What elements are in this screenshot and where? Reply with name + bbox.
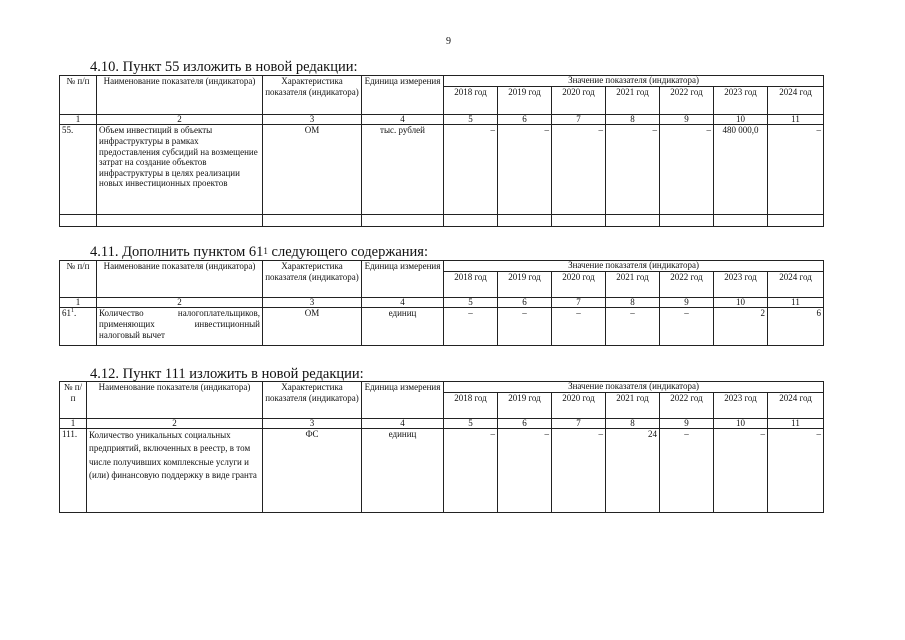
- col-number: 8: [606, 298, 660, 308]
- header-year: 2018 год: [444, 87, 498, 115]
- header-year: 2024 год: [768, 272, 824, 298]
- col-number: 3: [263, 419, 362, 429]
- header-characteristic: Характеристика показателя (индикатора): [263, 382, 362, 419]
- col-number: 11: [768, 419, 824, 429]
- col-number: 2: [97, 298, 263, 308]
- col-number: 4: [362, 298, 444, 308]
- header-values: Значение показателя (индикатора): [444, 382, 824, 393]
- col-number: 5: [444, 115, 498, 125]
- value-2019: –: [498, 125, 552, 215]
- header-year: 2021 год: [606, 87, 660, 115]
- row-name: Количество уникальных социальных предприятий, включенных в реестр, в том числе получивших комплексные услуги и (или) финансовую поддержку в виде гранта: [87, 429, 263, 513]
- col-number: 10: [714, 298, 768, 308]
- header-name: Наименование показателя (индикатора): [97, 261, 263, 298]
- col-number: 2: [87, 419, 263, 429]
- value-2021: 24: [606, 429, 660, 513]
- value-2018: –: [444, 429, 498, 513]
- col-number: 5: [444, 298, 498, 308]
- header-year: 2022 год: [660, 87, 714, 115]
- indicator-table-4-11: [59, 260, 824, 346]
- value-2023: 480 000,0: [714, 125, 768, 215]
- row-unit: единиц: [362, 308, 444, 346]
- header-values: Значение показателя (индикатора): [444, 261, 824, 272]
- row-characteristic: ОМ: [263, 308, 362, 346]
- page-number: 9: [446, 36, 451, 47]
- row-num: 55.: [60, 125, 97, 215]
- value-2020: –: [552, 308, 606, 346]
- col-number: 8: [606, 115, 660, 125]
- header-unit: Единица измерения: [362, 261, 444, 298]
- header-year: 2019 год: [498, 272, 552, 298]
- value-2023: –: [714, 429, 768, 513]
- header-year: 2018 год: [444, 272, 498, 298]
- section-title-4-11: [90, 245, 428, 260]
- header-year: 2023 год: [714, 272, 768, 298]
- header-year: 2024 год: [768, 87, 824, 115]
- value-2018: –: [444, 308, 498, 346]
- table-row: [60, 125, 824, 215]
- header-year: 2023 год: [714, 87, 768, 115]
- col-number: 6: [498, 419, 552, 429]
- col-number: 10: [714, 115, 768, 125]
- col-number: 1: [60, 419, 87, 429]
- value-2019: –: [498, 308, 552, 346]
- header-num: № п/п: [60, 76, 97, 115]
- col-number: 3: [263, 298, 362, 308]
- header-characteristic: Характеристика показателя (индикатора): [263, 76, 362, 115]
- value-2024: –: [768, 125, 824, 215]
- row-num: [60, 308, 97, 346]
- col-number: 1: [60, 115, 97, 125]
- row-characteristic: ОМ: [263, 125, 362, 215]
- row-num: 111.: [60, 429, 87, 513]
- header-year: 2019 год: [498, 393, 552, 419]
- header-year: 2022 год: [660, 393, 714, 419]
- header-num: № п/п: [60, 261, 97, 298]
- indicator-table-4-10: [59, 75, 824, 227]
- col-number: 3: [263, 115, 362, 125]
- header-year: 2020 год: [552, 272, 606, 298]
- col-number: 11: [768, 115, 824, 125]
- row-unit: тыс. рублей: [362, 125, 444, 215]
- value-2020: –: [552, 125, 606, 215]
- value-2018: –: [444, 125, 498, 215]
- header-year: 2020 год: [552, 393, 606, 419]
- col-number: 10: [714, 419, 768, 429]
- col-number: 7: [552, 298, 606, 308]
- row-name: Количество налогоплательщиков, применяющих инвестиционный налоговый вычет: [97, 308, 263, 346]
- row-unit: единиц: [362, 429, 444, 513]
- col-number: 4: [362, 419, 444, 429]
- col-number: 6: [498, 298, 552, 308]
- header-characteristic: Характеристика показателя (индикатора): [263, 261, 362, 298]
- col-number: 2: [97, 115, 263, 125]
- section-title-4-10: 4.10. Пункт 55 изложить в новой редакции:: [90, 59, 358, 75]
- row-num-superscript: 1: [71, 308, 74, 315]
- header-unit: Единица измерения: [362, 382, 444, 419]
- indicator-table-4-12: [59, 381, 824, 513]
- value-2024: –: [768, 429, 824, 513]
- col-number: 7: [552, 115, 606, 125]
- section-title-4-12: 4.12. Пункт 111 изложить в новой редакции:: [90, 366, 364, 382]
- value-2022: –: [660, 308, 714, 346]
- row-num-text: 61: [62, 308, 71, 319]
- row-num-text: .: [74, 308, 77, 319]
- header-name: Наименование показателя (индикатора): [97, 76, 263, 115]
- value-2023: 2: [714, 308, 768, 346]
- col-number: 7: [552, 419, 606, 429]
- col-number: 5: [444, 419, 498, 429]
- row-characteristic: ФС: [263, 429, 362, 513]
- value-2024: 6: [768, 308, 824, 346]
- section-title-text: следующего содержания:: [267, 244, 428, 260]
- col-number: 6: [498, 115, 552, 125]
- col-number: 9: [660, 115, 714, 125]
- header-name: Наименование показателя (индикатора): [87, 382, 263, 419]
- header-values: Значение показателя (индикатора): [444, 76, 824, 87]
- row-name: Объем инвестиций в объекты инфраструктуры в рамках предоставления субсидий на возмещение затрат на создание объектов инфраструктуры в целях реализации новых инвестиционных проектов: [97, 125, 263, 215]
- header-num: № п/п: [60, 382, 87, 419]
- header-year: 2022 год: [660, 272, 714, 298]
- header-year: 2024 год: [768, 393, 824, 419]
- table-row: [60, 308, 824, 346]
- value-2021: –: [606, 125, 660, 215]
- col-number: 8: [606, 419, 660, 429]
- value-2019: –: [498, 429, 552, 513]
- header-year: 2021 год: [606, 272, 660, 298]
- header-year: 2019 год: [498, 87, 552, 115]
- value-2020: –: [552, 429, 606, 513]
- section-title-text: 4.11. Дополнить пунктом 61: [90, 244, 264, 260]
- value-2022: –: [660, 429, 714, 513]
- col-number: 4: [362, 115, 444, 125]
- col-number: 9: [660, 298, 714, 308]
- col-number: 9: [660, 419, 714, 429]
- col-number: 1: [60, 298, 97, 308]
- header-year: 2020 год: [552, 87, 606, 115]
- table-row: [60, 429, 824, 513]
- header-unit: Единица измерения: [362, 76, 444, 115]
- header-year: 2023 год: [714, 393, 768, 419]
- value-2021: –: [606, 308, 660, 346]
- section-title-superscript: 1: [263, 246, 268, 256]
- value-2022: –: [660, 125, 714, 215]
- col-number: 11: [768, 298, 824, 308]
- header-year: 2018 год: [444, 393, 498, 419]
- header-year: 2021 год: [606, 393, 660, 419]
